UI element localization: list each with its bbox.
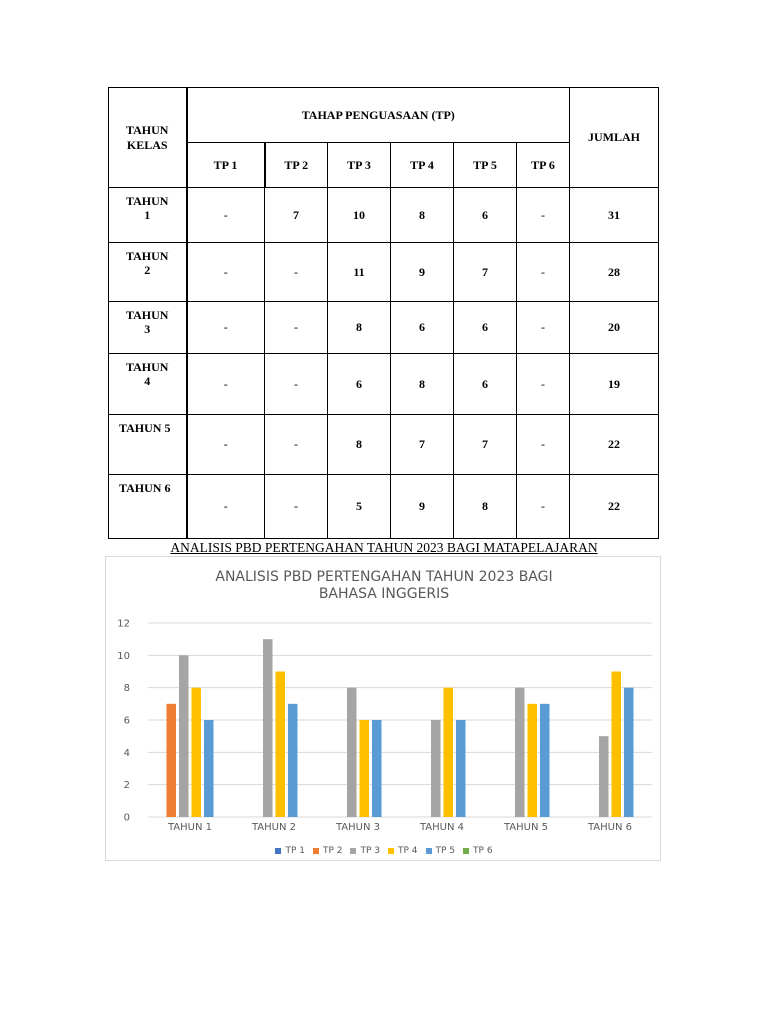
header-kelas: KELAS [126, 137, 168, 152]
table-row [109, 188, 659, 243]
legend-item [463, 846, 493, 856]
chart-caption: ANALISIS PBD PERTENGAHAN TAHUN 2023 BAGI MATAPELAJARAN [170, 540, 598, 555]
tp4-cell: 8 [391, 188, 454, 243]
tp2-cell: - [265, 354, 328, 415]
row-label-part: TAHUN 6 [119, 481, 171, 495]
legend-item [313, 846, 343, 856]
legend-swatch [426, 848, 432, 854]
y-tick-label: 2 [123, 780, 130, 792]
header-tp6: TP 6 [517, 143, 570, 188]
x-tick-label: TAHUN 1 [167, 822, 213, 833]
table-row [109, 475, 659, 539]
header-tahun-kelas [109, 88, 187, 188]
table-row [109, 415, 659, 475]
legend-swatch [463, 848, 469, 854]
y-tick-label: 8 [123, 683, 130, 695]
tp5-cell: 8 [454, 475, 517, 539]
tp1-cell: - [187, 302, 265, 354]
tp6-cell: - [517, 188, 570, 243]
tp5-cell: 7 [454, 415, 517, 475]
legend-swatch [275, 848, 281, 854]
tp3-cell: 5 [328, 475, 391, 539]
tp1-cell: - [187, 415, 265, 475]
chart-container [105, 556, 661, 861]
header-tp2: TP 2 [265, 143, 328, 188]
tp4-cell: 7 [391, 415, 454, 475]
tp1-cell: - [187, 188, 265, 243]
chart-title-line-2: BAHASA INGGERIS [318, 586, 450, 602]
jumlah-cell: 22 [570, 475, 659, 539]
tp2-cell: - [265, 243, 328, 302]
header-tahap-penguasaan: TAHAP PENGUASAAN (TP) [187, 88, 570, 143]
row-label-part: TAHUN [126, 308, 169, 322]
x-tick-label: TAHUN 3 [335, 822, 381, 833]
legend-label: TP 5 [435, 846, 456, 856]
legend-item [426, 846, 456, 856]
header-tp4: TP 4 [391, 143, 454, 188]
tp3-cell: 6 [328, 354, 391, 415]
tp2-cell: - [265, 415, 328, 475]
table-row [109, 354, 659, 415]
y-tick-label: 0 [123, 812, 130, 824]
tp2-cell: - [265, 475, 328, 539]
legend-item [275, 846, 305, 856]
x-tick-label: TAHUN 2 [251, 822, 297, 833]
row-label [109, 475, 187, 539]
bar-tp5-tahun5 [540, 704, 550, 817]
tp5-cell: 7 [454, 243, 517, 302]
legend-label: TP 2 [322, 846, 343, 856]
y-tick-label: 12 [117, 618, 130, 630]
bar-tp3-tahun3 [347, 688, 357, 817]
tp6-cell: - [517, 302, 570, 354]
bar-tp4-tahun1 [192, 688, 202, 817]
row-label [109, 302, 187, 354]
legend-label: TP 3 [360, 846, 380, 856]
legend-label: TP 1 [285, 846, 305, 856]
tp1-cell: - [187, 354, 265, 415]
tp2-cell: - [265, 302, 328, 354]
x-tick-label: TAHUN 6 [587, 822, 633, 833]
jumlah-cell: 31 [570, 188, 659, 243]
tp3-cell: 8 [328, 302, 391, 354]
tp4-cell: 8 [391, 354, 454, 415]
jumlah-cell: 22 [570, 415, 659, 475]
jumlah-cell: 28 [570, 243, 659, 302]
legend-swatch [388, 848, 394, 854]
bar-tp5-tahun3 [372, 720, 382, 817]
jumlah-cell: 20 [570, 302, 659, 354]
tp3-cell: 8 [328, 415, 391, 475]
tp6-cell: - [517, 415, 570, 475]
bar-tp4-tahun2 [276, 672, 286, 818]
bar-tp4-tahun6 [612, 672, 622, 818]
y-tick-label: 6 [123, 715, 130, 727]
bar-tp5-tahun4 [456, 720, 466, 817]
header-tp1: TP 1 [187, 143, 265, 188]
bar-tp4-tahun5 [528, 704, 538, 817]
row-label-part: TAHUN [126, 360, 169, 374]
bar-tp4-tahun3 [360, 720, 370, 817]
tp4-cell: 9 [391, 475, 454, 539]
row-label-part: 1 [144, 208, 151, 222]
table-row [109, 302, 659, 354]
row-label [109, 415, 187, 475]
header-tp3: TP 3 [328, 143, 391, 188]
y-tick-label: 4 [123, 747, 130, 759]
tp2-cell: 7 [265, 188, 328, 243]
tp5-cell: 6 [454, 354, 517, 415]
jumlah-cell: 19 [570, 354, 659, 415]
tp5-cell: 6 [454, 188, 517, 243]
bar-tp5-tahun6 [624, 688, 634, 817]
bar-tp3-tahun4 [431, 720, 441, 817]
legend-label: TP 4 [398, 846, 418, 856]
row-label-part: TAHUN [126, 194, 169, 208]
bar-tp3-tahun5 [515, 688, 525, 817]
chart-title-line-1: ANALISIS PBD PERTENGAHAN TAHUN 2023 BAGI [215, 569, 553, 585]
tp1-cell: - [187, 475, 265, 539]
tp5-cell: 6 [454, 302, 517, 354]
legend-swatch [350, 848, 356, 854]
tp3-cell: 10 [328, 188, 391, 243]
row-label-part: 3 [144, 322, 151, 336]
legend-label: TP 6 [473, 846, 493, 856]
row-label-part: 4 [144, 374, 151, 388]
bar-tp3-tahun2 [263, 639, 273, 817]
bar-tp5-tahun2 [288, 704, 298, 817]
y-tick-label: 10 [117, 650, 130, 662]
row-label-part: 2 [144, 263, 151, 277]
bar-chart [106, 557, 662, 862]
header-tahun: TAHUN [126, 122, 169, 137]
row-label [109, 354, 187, 415]
tp3-cell: 11 [328, 243, 391, 302]
tp4-cell: 6 [391, 302, 454, 354]
x-tick-label: TAHUN 5 [503, 822, 549, 833]
row-label [109, 243, 187, 302]
bar-tp5-tahun1 [204, 720, 214, 817]
row-label [109, 188, 187, 243]
row-label-part: TAHUN [126, 249, 169, 263]
bar-tp4-tahun4 [444, 688, 454, 817]
tp6-cell: - [517, 475, 570, 539]
legend-swatch [313, 848, 319, 854]
header-jumlah: JUMLAH [570, 88, 659, 188]
header-tp5: TP 5 [454, 143, 517, 188]
pbd-table [108, 87, 659, 539]
tp6-cell: - [517, 243, 570, 302]
tp6-cell: - [517, 354, 570, 415]
bar-tp3-tahun6 [599, 736, 609, 817]
legend-item [388, 846, 418, 856]
row-label-part: TAHUN 5 [119, 421, 171, 435]
bar-tp2-tahun1 [167, 704, 177, 817]
bar-tp3-tahun1 [179, 655, 189, 817]
tp1-cell: - [187, 243, 265, 302]
legend-item [350, 846, 380, 856]
table-row [109, 243, 659, 302]
x-tick-label: TAHUN 4 [419, 822, 465, 833]
chart-legend [106, 846, 662, 856]
tp4-cell: 9 [391, 243, 454, 302]
